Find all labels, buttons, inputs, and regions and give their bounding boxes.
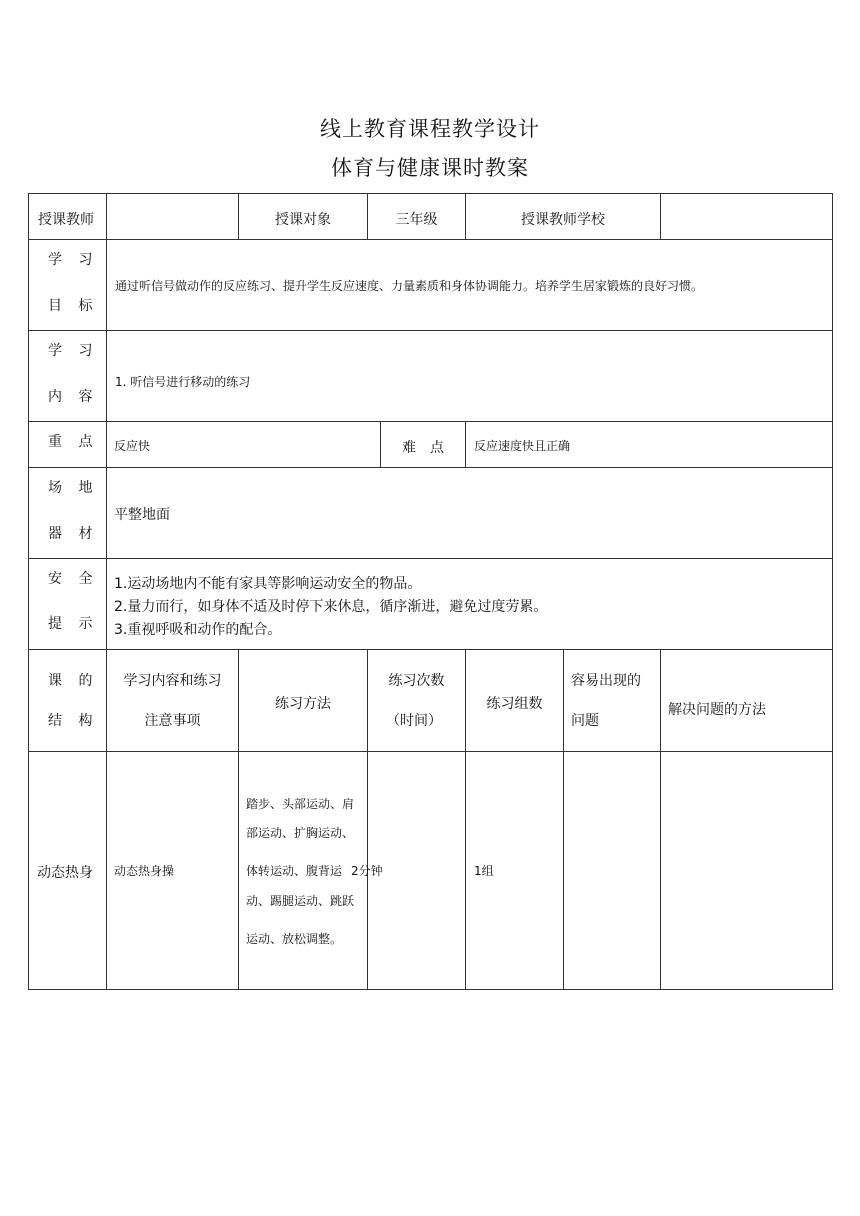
difficulty-label: 难 点 [402, 440, 444, 456]
structure-col2-bottom: 注意事项 [144, 713, 201, 729]
structure-col6-top: 容易出现的 [571, 673, 641, 689]
target-label: 授课对象 [275, 212, 331, 228]
safety-line-3: 3.重视呼吸和动作的配合。 [114, 622, 282, 638]
venue-label-top: 场 地 [48, 480, 99, 496]
warmup-method-line-1: 踏步、头部运动、肩 [246, 797, 355, 811]
content-label-top: 学 习 [48, 343, 99, 359]
warmup-content: 动态热身操 [114, 864, 175, 878]
target-value: 三年级 [395, 212, 438, 228]
document-subtitle: 体育与健康课时教案 [331, 156, 529, 180]
objective-text: 通过听信号做动作的反应练习、提升学生反应速度、力量素质和身体协调能力。培养学生居家锻炼的良好习惯。 [115, 279, 704, 293]
safety-line-2: 2.量力而行，如身体不适及时停下来休息，循序渐进，避免过度劳累。 [114, 599, 548, 615]
focus-value: 反应快 [114, 439, 151, 453]
focus-label: 重 点 [48, 434, 99, 450]
content-label-bottom: 内 容 [48, 389, 99, 405]
warmup-method-line-4: 动、踢腿运动、跳跃 [246, 894, 355, 908]
warmup-sets: 1组 [474, 864, 494, 878]
venue-text: 平整地面 [114, 507, 170, 523]
warmup-method-line-5: 运动、放松调整。 [246, 932, 343, 946]
structure-col6-bottom: 问题 [571, 713, 599, 729]
document-title: 线上教育课程教学设计 [320, 117, 540, 141]
venue-label-bottom: 器 材 [48, 526, 99, 542]
safety-label-bottom: 提 示 [48, 616, 99, 632]
safety-label-top: 安 全 [48, 571, 99, 587]
objective-label-bottom: 目 标 [48, 298, 99, 314]
warmup-method-line-3: 体转运动、腹背运 [246, 864, 343, 878]
difficulty-value: 反应速度快且正确 [474, 439, 571, 453]
content-text: 1. 听信号进行移动的练习 [115, 375, 251, 389]
structure-col7: 解决问题的方法 [668, 702, 766, 718]
structure-col1-bottom: 结 构 [48, 713, 99, 729]
safety-line-1: 1.运动场地内不能有家具等影响运动安全的物品。 [114, 576, 422, 592]
structure-col2-top: 学习内容和练习 [123, 673, 222, 689]
structure-col4-top: 练习次数 [388, 673, 445, 689]
warmup-time: 2分钟 [351, 864, 383, 878]
school-label: 授课教师学校 [521, 212, 605, 228]
structure-col4-bottom: （时间） [386, 713, 442, 729]
structure-col5: 练习组数 [486, 696, 543, 712]
structure-col3: 练习方法 [275, 696, 331, 712]
structure-col1-top: 课 的 [48, 673, 99, 689]
teacher-label: 授课教师 [38, 212, 94, 228]
warmup-part: 动态热身 [37, 865, 93, 881]
warmup-method-line-2: 部运动、扩胸运动、 [246, 826, 355, 840]
objective-label-top: 学 习 [48, 252, 99, 268]
